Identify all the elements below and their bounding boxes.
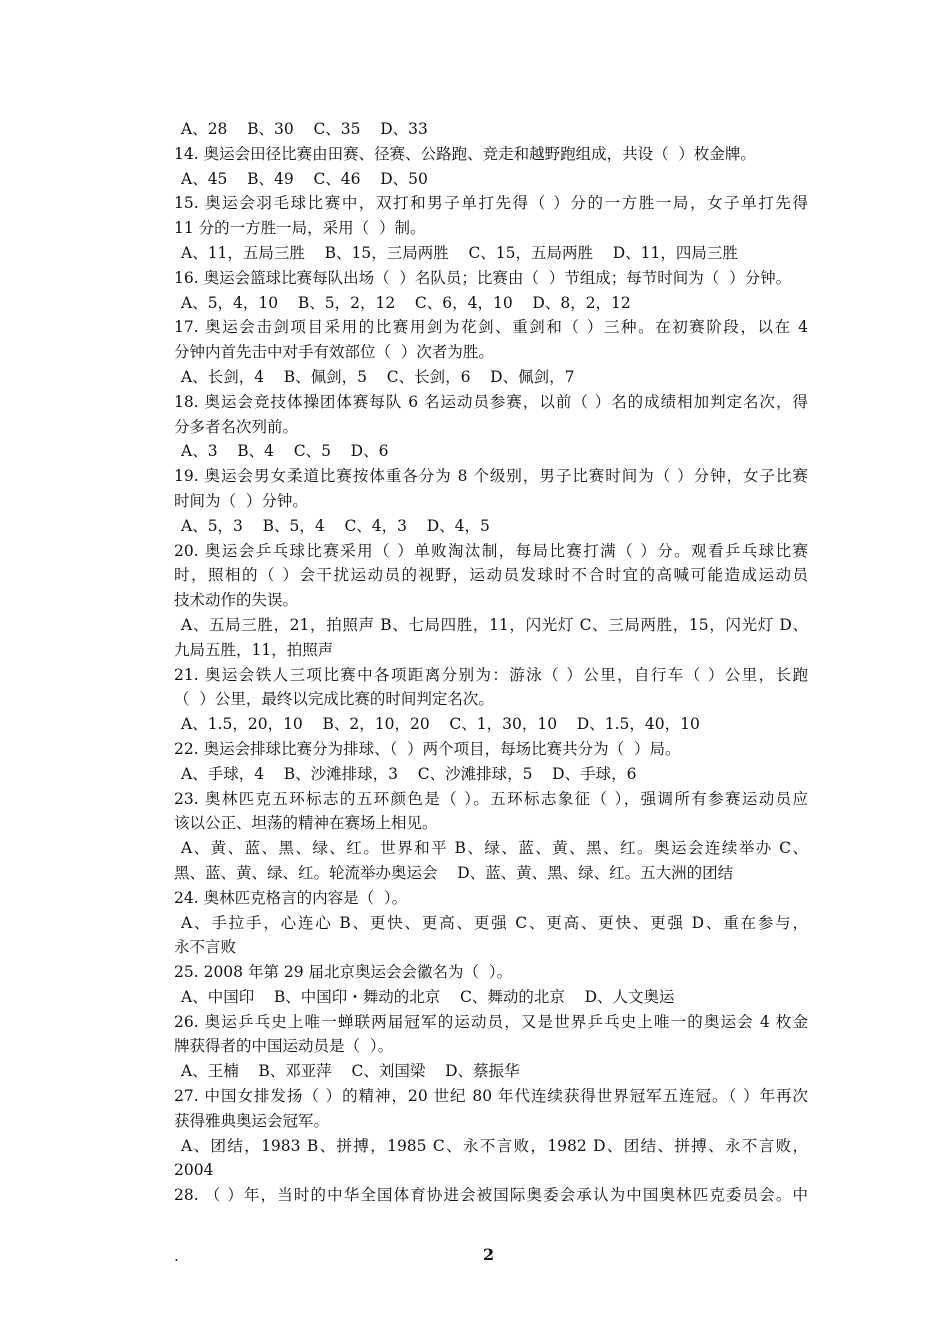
- question-text-line: 黑、蓝、黄、绿、红。轮流举办奥运会 D、蓝、黄、黑、绿、红。五大洲的团结: [174, 863, 734, 882]
- question-text-line: 27. 中国女排发扬（ ）的精神，20 世纪 80 年代连续获得世界冠军五连冠。（ ）年再次: [174, 1087, 808, 1106]
- answer-options-line: A、长剑，4 B、佩剑，5 C、长剑，6 D、佩剑，7: [181, 367, 575, 386]
- question-text-line: 21. 奥运会铁人三项比赛中各项距离分别为：游泳（ ）公里，自行车（ ）公里，长跑: [174, 665, 808, 684]
- question-text-line: 永不言败: [174, 938, 237, 957]
- answer-options-line: A、1.5，20，10 B、2，10，20 C、1，30，10 D、1.5，40，10: [181, 715, 700, 734]
- answer-options-line: A、黄、蓝、黑、绿、红。世界和平 B、绿、蓝、黄、黑、红。奥运会连续举办 C、: [181, 839, 808, 858]
- question-text-line: 时，照相的（ ）会干扰运动员的视野，运动员发球时不合时宜的高喊可能造成运动员: [174, 566, 808, 585]
- answer-options-line: A、5，4，10 B、5，2，12 C、6，4，10 D、8，2，12: [181, 293, 631, 312]
- page-number: 2: [483, 1245, 495, 1264]
- answer-options-line: A、45 B、49 C、46 D、50: [181, 169, 428, 188]
- question-text-line: 获得雅典奥运会冠军。: [174, 1111, 330, 1130]
- question-text-line: 25. 2008 年第 29 届北京奥运会会徽名为（ ）。: [174, 963, 513, 982]
- question-text-line: 20. 奥运会乒乓球比赛采用（ ）单败淘汰制，每局比赛打满（ ）分。观看乒乓球比赛: [174, 541, 808, 560]
- question-text-line: 28. （ ）年，当时的中华全国体育协进会被国际奥委会承认为中国奥林匹克委员会。中: [174, 1186, 808, 1205]
- question-text-line: 16. 奥运会篮球比赛每队出场（ ）名队员；比赛由（ ）节组成；每节时间为（ ）分钟。: [174, 268, 792, 287]
- answer-options-line: A、中国印 B、中国印・舞动的北京 C、舞动的北京 D、人文奥运: [181, 987, 675, 1006]
- question-text-line: 技术动作的失误。: [174, 591, 299, 610]
- question-text-line: 14. 奥运会田径比赛由田赛、径赛、公路跑、竞走和越野跑组成，共设（ ）枚金牌。: [174, 144, 756, 163]
- question-text-line: 牌获得者的中国运动员是（ ）。: [174, 1037, 394, 1056]
- question-text-line: 九局五胜，11，拍照声: [174, 640, 334, 659]
- answer-options-line: A、3 B、4 C、5 D、6: [181, 442, 389, 461]
- question-text-block: [174, 117, 808, 1208]
- question-text-line: 时间为（ ）分钟。: [174, 491, 308, 510]
- answer-options-line: A、11，五局三胜 B、15，三局两胜 C、15，五局两胜 D、11，四局三胜: [181, 243, 738, 262]
- answer-options-line: A、28 B、30 C、35 D、33: [181, 120, 428, 138]
- question-text-line: 23. 奥林匹克五环标志的五环颜色是（ ）。五环标志象征（ ），强调所有参赛运动员应: [174, 789, 808, 808]
- question-text-line: 17. 奥运会击剑项目采用的比赛用剑为花剑、重剑和（ ）三种。在初赛阶段，以在 4: [174, 318, 808, 337]
- question-text-line: 分钟内首先击中对手有效部位（ ）次者为胜。: [174, 343, 494, 362]
- question-text-line: 22. 奥运会排球比赛分为排球、（ ）两个项目，每场比赛共分为（ ）局。: [174, 739, 681, 758]
- question-text-line: 18. 奥运会竞技体操团体赛每队 6 名运动员参赛，以前（ ）名的成绩相加判定名次，得: [174, 392, 808, 411]
- question-text-line: 24. 奥林匹克格言的内容是（ ）。: [174, 888, 408, 907]
- question-text-line: 15. 奥运会羽毛球比赛中，双打和男子单打先得（ ）分的一方胜一局，女子单打先得: [174, 194, 808, 213]
- question-text-line: 该以公正、坦荡的精神在赛场上相见。: [174, 814, 438, 833]
- footer-dot: .: [174, 1247, 179, 1265]
- question-text-line: （ ）公里，最终以完成比赛的时间判定名次。: [174, 690, 494, 709]
- answer-options-line: A、王楠 B、邓亚萍 C、刘国梁 D、蔡振华: [181, 1062, 520, 1081]
- answer-options-line: A、5，3 B、5，4 C、4，3 D、4，5: [181, 516, 490, 535]
- question-text-line: 分多者名次列前。: [174, 417, 299, 436]
- answer-options-line: A、团结，1983 B、拼搏，1985 C、永不言败，1982 D、团结、拼搏、永不言败，: [181, 1136, 808, 1155]
- answer-options-line: A、手拉手，心连心 B、更快、更高、更强 C、更高、更快、更强 D、重在参与，: [181, 913, 808, 932]
- answer-options-line: A、手球，4 B、沙滩排球，3 C、沙滩排球，5 D、手球，6: [181, 764, 637, 783]
- question-text-line: 26. 奥运乒乓史上唯一蝉联两届冠军的运动员，又是世界乒乓史上唯一的奥运会 4 枚金: [174, 1012, 808, 1031]
- question-text-line: 11 分的一方胜一局，采用（ ）制。: [174, 219, 426, 238]
- question-text-line: 2004: [174, 1161, 214, 1180]
- question-text-line: 19. 奥运会男女柔道比赛按体重各分为 8 个级别，男子比赛时间为（ ）分钟，女子比赛: [174, 467, 808, 486]
- answer-options-line: A、五局三胜，21，拍照声 B、七局四胜，11，闪光灯 C、三局两胜，15，闪光灯 D、: [181, 615, 808, 634]
